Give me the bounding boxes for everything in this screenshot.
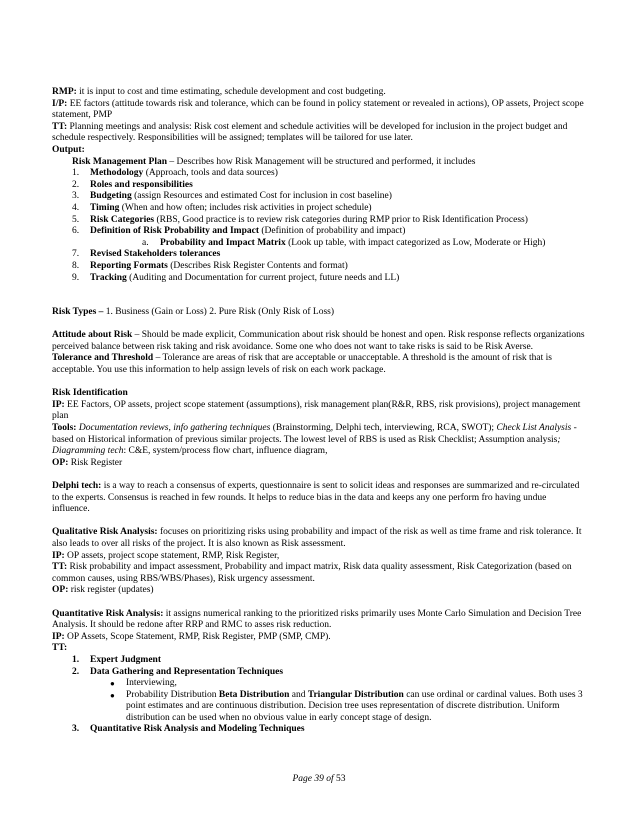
- tt-text: Planning meetings and analysis: Risk cost element and schedule activities will be developed for inclusion in the project budget and schedule respectively. Responsibilities will be assigned; templates will be tailored for use later.: [52, 121, 568, 144]
- risk-id-tools-paragraph: Tools: Documentation reviews, info gathering techniques (Brainstorming, Delphi tech, interviewing, RCA, SWOT); Check List Analysis - based on Historical information of previous similar projects. The lowest level of RBS is used as Risk Checklist; Assumption analysis; Diagramming tech: C&E, system/process flow chart, influence diagram,: [52, 423, 577, 457]
- quantitative-tt-heading: TT:: [52, 643, 68, 654]
- list-item: 2. Data Gathering and Representation Techniques: [72, 666, 284, 677]
- bullet-item: ● Probability Distribution Beta Distribution and Triangular Distribution can use ordinal or cardinal values. Both uses 3 point estimates and are continuous distribution. Decision tree uses representation of discrete distribution. Uniform distribution can be used when no obvious value in early concept stage of design.: [110, 689, 583, 723]
- list-item: 9. Tracking (Auditing and Documentation for current project, future needs and LL): [72, 272, 400, 283]
- page-content: [52, 87, 586, 736]
- bullet-icon: ●: [110, 690, 115, 700]
- list-item: 4. Timing (When and how often; includes risk activities in project schedule): [72, 202, 372, 213]
- tt-label: TT:: [52, 121, 68, 132]
- quantitative-paragraph: Quantitative Risk Analysis: it assigns numerical ranking to the prioritized risks primarily uses Monte Carlo Simulation and Decision Tree Analysis. It should be redone after RRP and RMC to asses risk reduction.: [52, 608, 582, 631]
- sub-list-item: a. Probability and Impact Matrix (Look up table, with impact categorized as Low, Moderate or High): [142, 237, 546, 248]
- list-item: 1. Methodology (Approach, tools and data sources): [72, 168, 278, 179]
- bullet-item: ● Interviewing,: [110, 678, 177, 689]
- bullet-icon: ●: [110, 679, 115, 689]
- qualitative-ip-paragraph: IP: OP assets, project scope statement, RMP, Risk Register,: [52, 550, 280, 561]
- page-total: 53: [336, 774, 346, 784]
- rmp-definition: [52, 157, 586, 169]
- page-number: 39: [314, 774, 324, 784]
- list-item: 2. Roles and responsibilities: [72, 179, 193, 190]
- rmp-desc: – Describes how Risk Management will be structured and performed, it includes: [167, 156, 476, 167]
- ip-label: I/P:: [52, 98, 68, 109]
- ip-text: EE factors (attitude towards risk and tolerance, which can be found in policy statement or revealed in actions), OP assets, Project scope statement, PMP: [52, 98, 584, 121]
- attitude-paragraph: Attitude about Risk – Should be made explicit, Communication about risk should be honest and open. Risk response reflects organizations perceived balance between risk taking and risk avoidance. Some one who does not want to take risks is said to be Risk Averse.: [52, 330, 585, 352]
- ip-paragraph: [52, 99, 586, 122]
- tolerance-paragraph: Tolerance and Threshold – Tolerance are areas of risk that are acceptable or unacceptable. A threshold is the amount of risk that is acceptable. You use this information to help assign levels of risk on each work package.: [52, 353, 552, 376]
- list-item: 7. Revised Stakeholders tolerances: [72, 249, 221, 260]
- list-item: 3. Budgeting (assign Resources and estimated Cost for inclusion in cost baseline): [72, 191, 392, 202]
- list-item: 6. Definition of Risk Probability and Impact (Definition of probability and impact): [72, 226, 406, 237]
- list-item: 3. Quantitative Risk Analysis and Modeling Techniques: [72, 724, 305, 735]
- tt-paragraph: [52, 122, 586, 145]
- rmp-label: RMP:: [52, 87, 77, 97]
- qualitative-tt-paragraph: TT: Risk probability and impact assessment, Probability and impact matrix, Risk data quality assessment, Risk Categorization (based on common causes, using RBS/WBS/Phases), Risk urgency assessment.: [52, 562, 572, 584]
- delphi-paragraph: Delphi tech: is a way to reach a consensus of experts, questionnaire is sent to solicit ideas and responses are summarized and re-circulated to the experts. Consensus is reached in few rounds. It helps to reduce bias in the data and keeps any one perform fro having undue influence.: [52, 481, 580, 515]
- qualitative-op-paragraph: OP: risk register (updates): [52, 585, 154, 596]
- rmp-paragraph: [52, 87, 586, 99]
- page-footer: Page 39 of 53: [292, 774, 346, 784]
- list-item: 8. Reporting Formats (Describes Risk Register Contents and format): [72, 260, 348, 271]
- output-heading: Output:: [52, 144, 85, 155]
- rmp-title: Risk Management Plan: [72, 156, 167, 167]
- risk-identification-heading: Risk Identification: [52, 388, 128, 399]
- risk-id-op-paragraph: OP: Risk Register: [52, 457, 123, 468]
- quantitative-ip-paragraph: IP: OP Assets, Scope Statement, RMP, Risk Register, PMP (SMP, CMP).: [52, 631, 331, 642]
- risk-id-ip-paragraph: IP: EE Factors, OP assets, project scope statement (assumptions), risk management plan(R&R, RBS, risk provisions), project management plan: [52, 399, 581, 422]
- list-item: 1. Expert Judgment: [72, 654, 161, 665]
- rmp-text: it is input to cost and time estimating, schedule development and cost budgeting.: [76, 87, 386, 97]
- list-item: 5. Risk Categories (RBS, Good practice is to review risk categories during RMP prior to Risk Identification Process): [72, 214, 528, 225]
- risk-types-paragraph: Risk Types – 1. Business (Gain or Loss) 2. Pure Risk (Only Risk of Loss): [52, 307, 335, 318]
- qualitative-paragraph: Qualitative Risk Analysis: focuses on prioritizing risks using probability and impact of the risk as well as time frame and risk tolerance. It also leads to over all risks of the project. It is also known as Risk assessment.: [52, 527, 582, 549]
